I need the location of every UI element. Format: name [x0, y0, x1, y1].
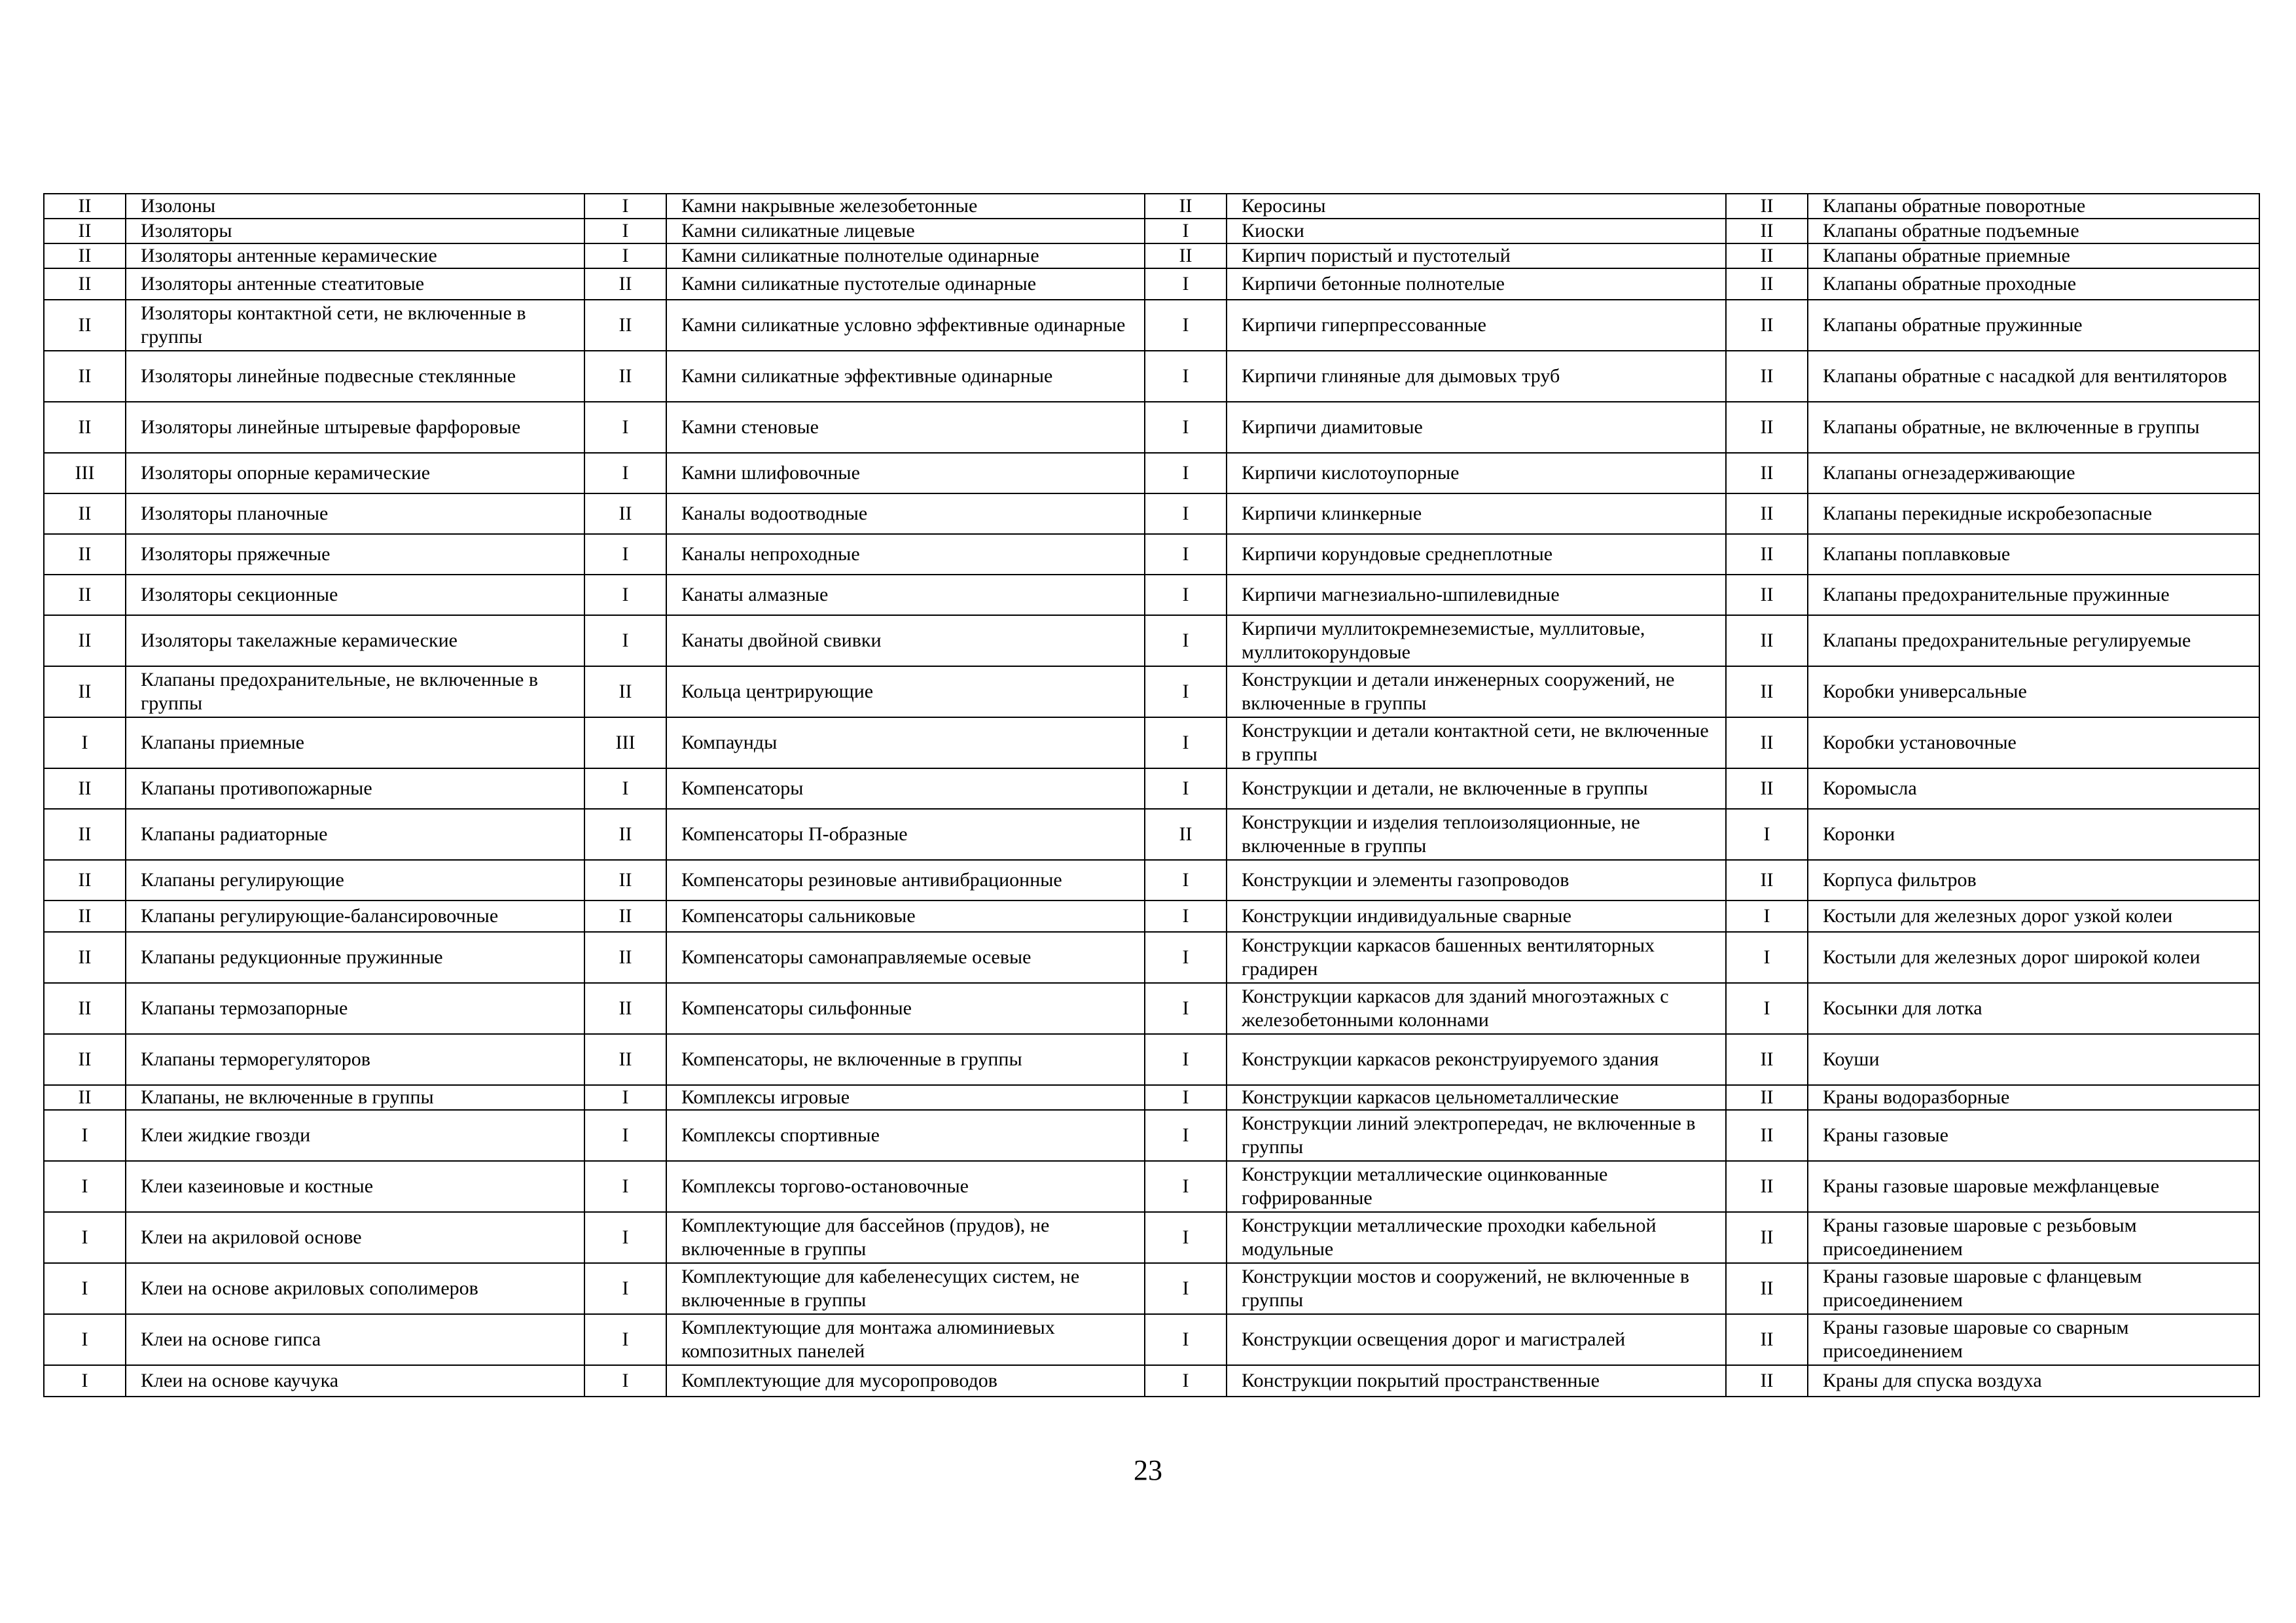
table-row [44, 1263, 2259, 1314]
item-name-cell: Клапаны регулирующие [126, 860, 584, 901]
item-name-cell: Керосины [1227, 194, 1726, 219]
item-name-cell: Клапаны обратные подъемные [1808, 219, 2259, 243]
item-name-cell: Камни шлифовочные [666, 453, 1145, 493]
group-cell: I [584, 194, 666, 219]
item-name-cell: Клапаны противопожарные [126, 768, 584, 809]
item-name-cell: Канаты двойной свивки [666, 615, 1145, 666]
group-cell: I [1145, 1034, 1227, 1085]
table-row [44, 615, 2259, 666]
item-name-cell: Клапаны регулирующие-балансировочные [126, 901, 584, 932]
item-name-cell: Клапаны перекидные искробезопасные [1808, 493, 2259, 534]
group-cell: I [1145, 1110, 1227, 1161]
item-name-cell: Клапаны терморегуляторов [126, 1034, 584, 1085]
group-cell: II [584, 983, 666, 1034]
item-name-cell: Изоляторы линейные штыревые фарфоровые [126, 402, 584, 453]
group-cell: I [1145, 666, 1227, 717]
table-row [44, 809, 2259, 860]
item-name-cell: Кирпичи муллитокремнеземистые, муллитовые, муллитокорундовые [1227, 615, 1726, 666]
item-name-cell: Компенсаторы самонаправляемые осевые [666, 932, 1145, 983]
group-cell: I [1145, 1212, 1227, 1263]
group-cell: I [1145, 1085, 1227, 1110]
group-cell: I [1145, 402, 1227, 453]
group-cell: II [1726, 453, 1808, 493]
item-name-cell: Клапаны приемные [126, 717, 584, 768]
group-cell: I [1145, 983, 1227, 1034]
item-name-cell: Изоляторы [126, 219, 584, 243]
item-name-cell: Клеи на основе акриловых сополимеров [126, 1263, 584, 1314]
group-cell: II [1726, 768, 1808, 809]
group-cell: I [584, 453, 666, 493]
group-cell: II [1726, 575, 1808, 615]
group-cell: II [584, 493, 666, 534]
item-name-cell: Краны водоразборные [1808, 1085, 2259, 1110]
group-cell: I [1726, 809, 1808, 860]
group-cell: II [44, 300, 126, 351]
table-row [44, 534, 2259, 575]
item-name-cell: Изоляторы линейные подвесные стеклянные [126, 351, 584, 402]
item-name-cell: Клеи жидкие гвозди [126, 1110, 584, 1161]
item-name-cell: Кирпичи глиняные для дымовых труб [1227, 351, 1726, 402]
table-row [44, 1110, 2259, 1161]
group-cell: II [1145, 243, 1227, 268]
item-name-cell: Камни силикатные полнотелые одинарные [666, 243, 1145, 268]
group-cell: II [1726, 860, 1808, 901]
group-cell: II [1726, 1034, 1808, 1085]
item-name-cell: Клапаны, не включенные в группы [126, 1085, 584, 1110]
item-name-cell: Клапаны огнезадерживающие [1808, 453, 2259, 493]
item-name-cell: Конструкции каркасов для зданий многоэтажных с железобетонными колоннами [1227, 983, 1726, 1034]
group-cell: I [584, 534, 666, 575]
item-name-cell: Краны газовые шаровые с фланцевым присоединением [1808, 1263, 2259, 1314]
group-cell: II [44, 1085, 126, 1110]
item-name-cell: Компаунды [666, 717, 1145, 768]
group-cell: I [1145, 575, 1227, 615]
item-name-cell: Конструкции освещения дорог и магистралей [1227, 1314, 1726, 1365]
group-cell: II [44, 351, 126, 402]
item-name-cell: Комплектующие для монтажа алюминиевых композитных панелей [666, 1314, 1145, 1365]
group-cell: II [584, 268, 666, 300]
item-name-cell: Косынки для лотка [1808, 983, 2259, 1034]
item-name-cell: Клапаны предохранительные, не включенные в группы [126, 666, 584, 717]
group-cell: II [1726, 219, 1808, 243]
group-cell: II [44, 768, 126, 809]
group-cell: I [584, 1365, 666, 1397]
item-name-cell: Кольца центрирующие [666, 666, 1145, 717]
group-cell: I [44, 1212, 126, 1263]
item-name-cell: Изоляторы такелажные керамические [126, 615, 584, 666]
group-cell: II [1726, 534, 1808, 575]
group-cell: II [44, 493, 126, 534]
group-cell: I [44, 1161, 126, 1212]
group-cell: I [584, 1212, 666, 1263]
table-row [44, 493, 2259, 534]
table-row [44, 768, 2259, 809]
group-cell: II [1726, 1161, 1808, 1212]
group-cell: I [1145, 493, 1227, 534]
item-name-cell: Клапаны обратные пружинные [1808, 300, 2259, 351]
group-cell: I [44, 1365, 126, 1397]
group-cell: II [44, 666, 126, 717]
item-name-cell: Клапаны обратные проходные [1808, 268, 2259, 300]
table-row [44, 1161, 2259, 1212]
group-cell: II [1145, 809, 1227, 860]
item-name-cell: Камни силикатные пустотелые одинарные [666, 268, 1145, 300]
table-row [44, 453, 2259, 493]
item-name-cell: Компенсаторы резиновые антивибрационные [666, 860, 1145, 901]
group-cell: I [1145, 219, 1227, 243]
group-cell: II [584, 932, 666, 983]
page-number: 23 [1134, 1454, 1162, 1486]
group-cell: I [1145, 901, 1227, 932]
group-cell: I [1145, 1365, 1227, 1397]
group-cell: I [1145, 1161, 1227, 1212]
item-name-cell: Краны для спуска воздуха [1808, 1365, 2259, 1397]
group-cell: II [44, 575, 126, 615]
item-name-cell: Клапаны поплавковые [1808, 534, 2259, 575]
item-name-cell: Краны газовые шаровые со сварным присоединением [1808, 1314, 2259, 1365]
item-name-cell: Изоляторы опорные керамические [126, 453, 584, 493]
group-cell: I [1726, 901, 1808, 932]
group-cell: I [44, 1110, 126, 1161]
group-cell: I [1145, 1263, 1227, 1314]
group-cell: II [584, 901, 666, 932]
item-name-cell: Киоски [1227, 219, 1726, 243]
table-row [44, 1034, 2259, 1085]
group-cell: I [1145, 860, 1227, 901]
group-cell: III [44, 453, 126, 493]
group-cell: II [1726, 243, 1808, 268]
item-name-cell: Клапаны редукционные пружинные [126, 932, 584, 983]
item-name-cell: Каналы водоотводные [666, 493, 1145, 534]
table-row [44, 300, 2259, 351]
group-cell: I [584, 243, 666, 268]
group-cell: I [1145, 300, 1227, 351]
item-name-cell: Кирпичи магнезиально-шпилевидные [1227, 575, 1726, 615]
item-name-cell: Корпуса фильтров [1808, 860, 2259, 901]
item-name-cell: Комплектующие для мусоропроводов [666, 1365, 1145, 1397]
item-name-cell: Клапаны обратные приемные [1808, 243, 2259, 268]
item-name-cell: Клапаны обратные поворотные [1808, 194, 2259, 219]
group-cell: I [44, 1263, 126, 1314]
item-name-cell: Камни силикатные лицевые [666, 219, 1145, 243]
group-cell: I [584, 402, 666, 453]
group-cell: I [584, 1110, 666, 1161]
item-name-cell: Конструкции металлические проходки кабельной модульные [1227, 1212, 1726, 1263]
table-row [44, 1365, 2259, 1397]
item-name-cell: Кирпичи гиперпрессованные [1227, 300, 1726, 351]
group-cell: II [1726, 402, 1808, 453]
group-cell: II [1145, 194, 1227, 219]
group-cell: II [44, 901, 126, 932]
item-name-cell: Изолоны [126, 194, 584, 219]
item-name-cell: Конструкции и изделия теплоизоляционные, не включенные в группы [1227, 809, 1726, 860]
table-row [44, 219, 2259, 243]
item-name-cell: Конструкции и детали контактной сети, не включенные в группы [1227, 717, 1726, 768]
group-cell: I [1145, 268, 1227, 300]
group-cell: II [1726, 1085, 1808, 1110]
item-name-cell: Клапаны обратные, не включенные в группы [1808, 402, 2259, 453]
item-name-cell: Клапаны термозапорные [126, 983, 584, 1034]
group-cell: II [44, 615, 126, 666]
group-cell: II [1726, 351, 1808, 402]
item-name-cell: Кирпичи кислотоупорные [1227, 453, 1726, 493]
item-name-cell: Кирпич пористый и пустотелый [1227, 243, 1726, 268]
item-name-cell: Конструкции каркасов реконструируемого здания [1227, 1034, 1726, 1085]
item-name-cell: Комплектующие для кабеленесущих систем, не включенные в группы [666, 1263, 1145, 1314]
item-name-cell: Клеи на акриловой основе [126, 1212, 584, 1263]
table-row [44, 666, 2259, 717]
group-cell: II [1726, 717, 1808, 768]
item-name-cell: Комплексы торгово-остановочные [666, 1161, 1145, 1212]
item-name-cell: Клеи на основе каучука [126, 1365, 584, 1397]
item-name-cell: Клапаны обратные с насадкой для вентиляторов [1808, 351, 2259, 402]
item-name-cell: Клапаны радиаторные [126, 809, 584, 860]
table-row [44, 243, 2259, 268]
item-name-cell: Изоляторы секционные [126, 575, 584, 615]
item-name-cell: Конструкции линий электропередач, не включенные в группы [1227, 1110, 1726, 1161]
item-name-cell: Конструкции покрытий пространственные [1227, 1365, 1726, 1397]
document-table [43, 193, 2260, 1397]
item-name-cell: Комплексы спортивные [666, 1110, 1145, 1161]
item-name-cell: Костыли для железных дорог узкой колеи [1808, 901, 2259, 932]
item-name-cell: Клапаны предохранительные пружинные [1808, 575, 2259, 615]
item-name-cell: Конструкции каркасов башенных вентиляторных градирен [1227, 932, 1726, 983]
item-name-cell: Камни накрывные железобетонные [666, 194, 1145, 219]
table-row [44, 1314, 2259, 1365]
item-name-cell: Компенсаторы сильфонные [666, 983, 1145, 1034]
table-row [44, 268, 2259, 300]
table-row [44, 351, 2259, 402]
group-cell: I [1145, 717, 1227, 768]
group-cell: I [1145, 534, 1227, 575]
group-cell: I [584, 1314, 666, 1365]
item-name-cell: Камни силикатные условно эффективные одинарные [666, 300, 1145, 351]
item-name-cell: Кирпичи бетонные полнотелые [1227, 268, 1726, 300]
group-cell: II [1726, 1263, 1808, 1314]
group-cell: II [44, 268, 126, 300]
group-cell: I [1145, 453, 1227, 493]
table-row [44, 932, 2259, 983]
group-cell: II [44, 194, 126, 219]
table-row [44, 860, 2259, 901]
table-row [44, 1212, 2259, 1263]
group-cell: II [1726, 666, 1808, 717]
item-name-cell: Краны газовые шаровые с резьбовым присоединением [1808, 1212, 2259, 1263]
group-cell: II [1726, 493, 1808, 534]
item-name-cell: Коромысла [1808, 768, 2259, 809]
item-name-cell: Изоляторы антенные стеатитовые [126, 268, 584, 300]
group-cell: II [1726, 268, 1808, 300]
item-name-cell: Конструкции и детали инженерных сооружений, не включенные в группы [1227, 666, 1726, 717]
group-cell: III [584, 717, 666, 768]
group-cell: II [1726, 1314, 1808, 1365]
table-row [44, 402, 2259, 453]
group-cell: II [1726, 1365, 1808, 1397]
group-cell: II [44, 860, 126, 901]
item-name-cell: Клеи казеиновые и костные [126, 1161, 584, 1212]
group-cell: II [44, 243, 126, 268]
table-row [44, 194, 2259, 219]
group-cell: I [584, 219, 666, 243]
group-cell: I [1726, 983, 1808, 1034]
item-name-cell: Коробки установочные [1808, 717, 2259, 768]
group-cell: II [584, 809, 666, 860]
group-cell: I [1145, 615, 1227, 666]
group-cell: I [1145, 768, 1227, 809]
item-name-cell: Компенсаторы [666, 768, 1145, 809]
item-name-cell: Комплектующие для бассейнов (прудов), не включенные в группы [666, 1212, 1145, 1263]
item-name-cell: Клеи на основе гипса [126, 1314, 584, 1365]
group-cell: II [44, 983, 126, 1034]
group-cell: II [44, 932, 126, 983]
group-cell: I [44, 717, 126, 768]
group-cell: II [44, 809, 126, 860]
item-name-cell: Краны газовые шаровые межфланцевые [1808, 1161, 2259, 1212]
group-cell: I [584, 575, 666, 615]
item-name-cell: Клапаны предохранительные регулируемые [1808, 615, 2259, 666]
item-name-cell: Каналы непроходные [666, 534, 1145, 575]
group-cell: I [584, 1085, 666, 1110]
item-name-cell: Кирпичи корундовые среднеплотные [1227, 534, 1726, 575]
item-name-cell: Изоляторы антенные керамические [126, 243, 584, 268]
table-row [44, 1085, 2259, 1110]
item-name-cell: Костыли для железных дорог широкой колеи [1808, 932, 2259, 983]
table-row [44, 717, 2259, 768]
group-cell: II [584, 300, 666, 351]
group-cell: II [584, 351, 666, 402]
item-name-cell: Изоляторы планочные [126, 493, 584, 534]
group-cell: II [44, 402, 126, 453]
group-cell: II [44, 534, 126, 575]
table-row [44, 901, 2259, 932]
item-name-cell: Коронки [1808, 809, 2259, 860]
group-cell: I [1726, 932, 1808, 983]
group-cell: II [1726, 1110, 1808, 1161]
item-name-cell: Камни силикатные эффективные одинарные [666, 351, 1145, 402]
item-name-cell: Краны газовые [1808, 1110, 2259, 1161]
item-name-cell: Кирпичи клинкерные [1227, 493, 1726, 534]
group-cell: II [1726, 300, 1808, 351]
item-name-cell: Коробки универсальные [1808, 666, 2259, 717]
table-row [44, 983, 2259, 1034]
group-cell: I [584, 1161, 666, 1212]
item-name-cell: Кирпичи диамитовые [1227, 402, 1726, 453]
item-name-cell: Конструкции и элементы газопроводов [1227, 860, 1726, 901]
group-cell: I [1145, 932, 1227, 983]
group-cell: II [44, 219, 126, 243]
group-cell: II [584, 666, 666, 717]
group-cell: I [1145, 351, 1227, 402]
group-cell: I [584, 615, 666, 666]
item-name-cell: Компенсаторы П-образные [666, 809, 1145, 860]
item-name-cell: Канаты алмазные [666, 575, 1145, 615]
group-cell: II [584, 860, 666, 901]
group-cell: I [584, 1263, 666, 1314]
item-name-cell: Комплексы игровые [666, 1085, 1145, 1110]
group-cell: II [584, 1034, 666, 1085]
item-name-cell: Конструкции мостов и сооружений, не включенные в группы [1227, 1263, 1726, 1314]
group-cell: I [44, 1314, 126, 1365]
item-name-cell: Компенсаторы сальниковые [666, 901, 1145, 932]
group-cell: II [1726, 615, 1808, 666]
group-cell: II [44, 1034, 126, 1085]
item-name-cell: Конструкции металлические оцинкованные гофрированные [1227, 1161, 1726, 1212]
item-name-cell: Компенсаторы, не включенные в группы [666, 1034, 1145, 1085]
table-row [44, 575, 2259, 615]
group-cell: I [584, 768, 666, 809]
item-name-cell: Изоляторы пряжечные [126, 534, 584, 575]
group-cell: I [1145, 1314, 1227, 1365]
item-name-cell: Конструкции каркасов цельнометаллические [1227, 1085, 1726, 1110]
item-name-cell: Конструкции и детали, не включенные в группы [1227, 768, 1726, 809]
item-name-cell: Конструкции индивидуальные сварные [1227, 901, 1726, 932]
item-name-cell: Коуши [1808, 1034, 2259, 1085]
group-cell: II [1726, 1212, 1808, 1263]
group-cell: II [1726, 194, 1808, 219]
item-name-cell: Изоляторы контактной сети, не включенные в группы [126, 300, 584, 351]
item-name-cell: Камни стеновые [666, 402, 1145, 453]
